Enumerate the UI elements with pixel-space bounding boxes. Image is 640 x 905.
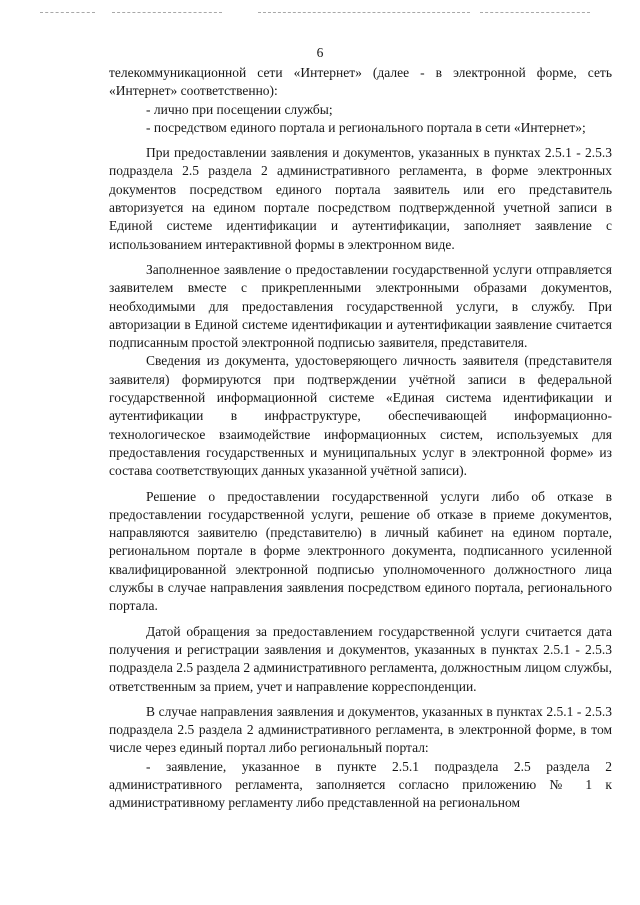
paragraph: Заполненное заявление о предоставлении государственной услуги отправляется заявителем вместе с прикрепленными электронными образами документов, необходимыми для предоставления государственной услуги, в службу. При авторизации в Единой системе идентификации и аутентификации заявление считается подписанным простой электронной подписью заявителя, представителя. bbox=[109, 261, 612, 351]
header-rule bbox=[112, 12, 222, 13]
document-body bbox=[109, 64, 612, 813]
paragraph: При предоставлении заявления и документов, указанных в пунктах 2.5.1 - 2.5.3 подраздела 2.5 раздела 2 административного регламента, в форме электронных документов посредством единого портала заявитель или его представитель авторизуется на едином портале посредством подтвержденной учетной записи в Единой системе идентификации и аутентификации, заполняет заявление с использованием интерактивной формы в электронном виде. bbox=[109, 145, 612, 252]
paragraph: В случае направления заявления и документов, указанных в пунктах 2.5.1 - 2.5.3 подраздела 2.5 раздела 2 административного регламента, в электронной форме, в том числе через единый портал либо региональный портал: bbox=[109, 703, 612, 756]
paragraph: телекоммуникационной сети «Интернет» (далее - в электронной форме, сеть «Интернет» соответственно): bbox=[109, 65, 612, 99]
list-item: - лично при посещении службы; bbox=[146, 101, 333, 117]
header-rule bbox=[40, 12, 95, 13]
header-rule bbox=[480, 12, 590, 13]
paragraph: Сведения из документа, удостоверяющего личность заявителя (представителя заявителя) формируются при подтверждении учётной записи в федеральной государственной информационной системе «Единая система идентификации и аутентификации в инфраструктуре, обеспечивающей информационно-технологическое взаимодействие информационных систем, используемых для предоставления государственных и муниципальных услуг в электронной форме» из состава соответствующих данных указанной учётной записи). bbox=[109, 353, 612, 479]
paragraph: Решение о предоставлении государственной услуги либо об отказе в предоставлении государственной услуги, решение об отказе в приеме документов, направляются заявителю (представителю) в личный кабинет на едином портале, региональном портале в форме электронного документа, подписанного усиленной квалифицированной электронной подписью уполномоченного должностного лица службы в случае направления заявления посредством единого портала, регионального портала. bbox=[109, 488, 612, 614]
paragraph: Датой обращения за предоставлением государственной услуги считается дата получения и регистрации заявления и документов, указанных в пунктах 2.5.1 - 2.5.3 подраздела 2.5 раздела 2 административного регламента, должностным лицом службы, ответственным за прием, учет и направление корреспонденции. bbox=[109, 623, 612, 694]
page-number: 6 bbox=[316, 45, 324, 60]
list-item: - посредством единого портала и регионального портала в сети «Интернет»; bbox=[146, 119, 586, 135]
list-item: - заявление, указанное в пункте 2.5.1 подраздела 2.5 раздела 2 административного регламента, заполняется согласно приложению № 1 к административному регламенту либо представленной на региональном bbox=[109, 758, 612, 811]
header-rule bbox=[258, 12, 470, 13]
